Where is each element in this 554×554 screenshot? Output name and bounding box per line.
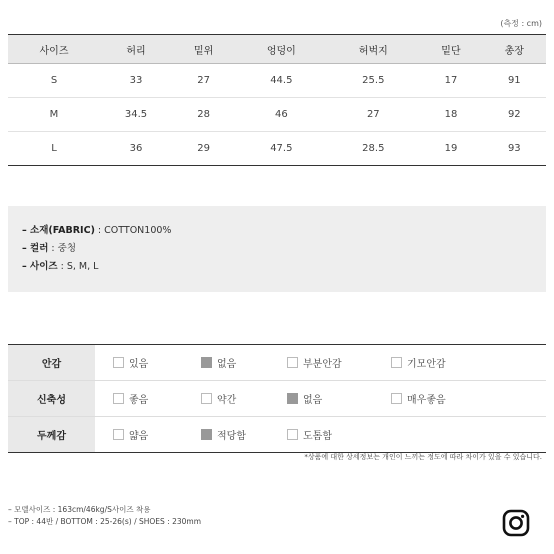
model-fit-line: – TOP : 44반 / BOTTOM : 25-26(s) / SHOES : 230mm: [8, 517, 202, 526]
size-table: [8, 34, 546, 166]
option-lining-partial: 부분안감: [287, 355, 342, 370]
model-info: [8, 504, 201, 528]
table-cell: 25.5: [327, 64, 419, 98]
properties-table: [8, 344, 546, 453]
property-label: 두께감: [8, 417, 95, 453]
table-cell: 19: [419, 132, 482, 166]
header-cell: 밑단: [419, 35, 482, 64]
checkbox-checked-icon: [201, 429, 212, 440]
property-label: 안감: [8, 345, 95, 381]
checkbox-icon: [113, 393, 124, 404]
checkbox-icon: [391, 393, 402, 404]
checkbox-icon: [287, 357, 298, 368]
property-row-stretch: [8, 381, 546, 417]
option-stretch-slight: 약간: [201, 391, 236, 406]
table-cell: 33: [100, 64, 172, 98]
model-size-line: – 모델사이즈 : 163cm/46kg/S사이즈 착용: [8, 505, 151, 514]
fabric-line: [22, 222, 546, 240]
fabric-value: : COTTON100%: [97, 225, 172, 236]
option-stretch-good: 좋음: [113, 391, 148, 406]
checkbox-checked-icon: [287, 393, 298, 404]
checkbox-checked-icon: [201, 357, 212, 368]
table-cell: 28: [172, 98, 235, 132]
color-label: – 컬러: [22, 243, 49, 254]
option-thickness-thick: 도톰함: [287, 427, 332, 442]
checkbox-icon: [113, 357, 124, 368]
option-thickness-medium: 적당함: [201, 427, 246, 442]
checkbox-icon: [391, 357, 402, 368]
size-table-header: [8, 35, 546, 64]
fabric-label: – 소재(FABRIC): [22, 225, 95, 236]
header-cell: 엉덩이: [235, 35, 327, 64]
table-cell: 44.5: [235, 64, 327, 98]
option-lining-fleece: 기모안감: [391, 355, 446, 370]
table-cell: 29: [172, 132, 235, 166]
property-options: [95, 381, 546, 417]
table-cell: 47.5: [235, 132, 327, 166]
option-lining-none: 없음: [201, 355, 236, 370]
table-cell: 27: [327, 98, 419, 132]
table-cell: M: [8, 98, 100, 132]
header-cell: 허벅지: [327, 35, 419, 64]
table-cell: 34.5: [100, 98, 172, 132]
header-cell: 허리: [100, 35, 172, 64]
table-cell: 46: [235, 98, 327, 132]
fabric-info-panel: [8, 206, 546, 292]
property-options: [95, 345, 546, 381]
color-value: : 중청: [51, 243, 76, 254]
table-cell: L: [8, 132, 100, 166]
table-cell: 17: [419, 64, 482, 98]
property-label: 신축성: [8, 381, 95, 417]
size-value: : S, M, L: [60, 261, 99, 272]
property-options: [95, 417, 546, 453]
table-row: [8, 132, 546, 166]
option-thickness-thin: 얇음: [113, 427, 148, 442]
size-label: – 사이즈: [22, 261, 58, 272]
table-row: [8, 98, 546, 132]
unit-label: (측정 : cm): [500, 19, 542, 28]
table-row: [8, 64, 546, 98]
table-cell: 28.5: [327, 132, 419, 166]
table-cell: 18: [419, 98, 482, 132]
table-cell: S: [8, 64, 100, 98]
table-cell: 27: [172, 64, 235, 98]
checkbox-icon: [201, 393, 212, 404]
header-cell: 총장: [483, 35, 546, 64]
header-cell: 밑위: [172, 35, 235, 64]
header-cell: 사이즈: [8, 35, 100, 64]
size-line: [22, 258, 546, 276]
instagram-icon: [502, 509, 530, 537]
disclaimer-note: *상품에 대한 상세정보는 개인이 느끼는 정도에 따라 차이가 있을 수 있습니다.: [304, 453, 542, 461]
option-lining-yes: 있음: [113, 355, 148, 370]
checkbox-icon: [287, 429, 298, 440]
checkbox-icon: [113, 429, 124, 440]
property-row-thickness: [8, 417, 546, 453]
table-cell: 36: [100, 132, 172, 166]
property-row-lining: [8, 345, 546, 381]
option-stretch-very-good: 매우좋음: [391, 391, 446, 406]
table-cell: 92: [483, 98, 546, 132]
color-line: [22, 240, 546, 258]
option-stretch-none: 없음: [287, 391, 322, 406]
table-cell: 91: [483, 64, 546, 98]
table-cell: 93: [483, 132, 546, 166]
